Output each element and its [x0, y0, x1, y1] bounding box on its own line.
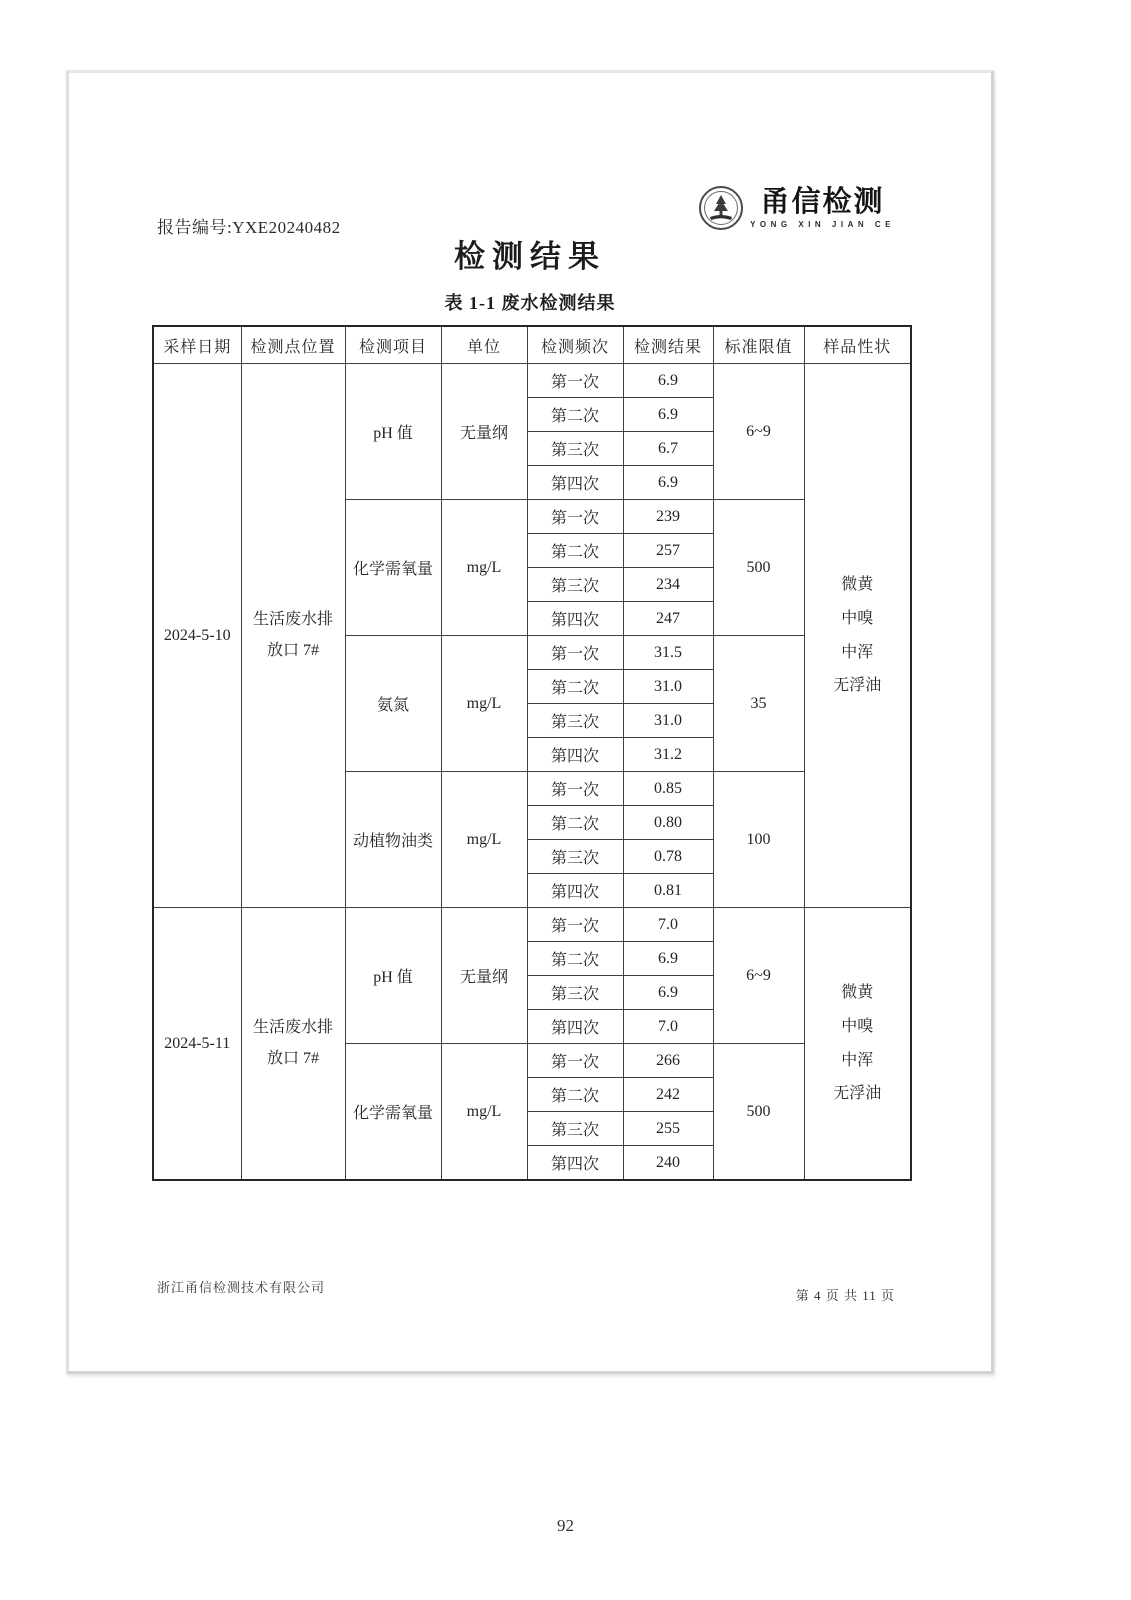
- condition-line: 中浑: [841, 643, 874, 661]
- frequency-cell: 第一次: [527, 772, 623, 806]
- frequency-cell: 第二次: [527, 670, 623, 704]
- result-cell: 31.0: [623, 704, 713, 738]
- condition-line: 无浮油: [833, 1085, 882, 1103]
- report-number: 报告编号:YXE20240482: [157, 218, 341, 237]
- result-cell: 6.9: [623, 976, 713, 1010]
- result-cell: 242: [623, 1078, 713, 1112]
- unit-cell: mg/L: [441, 500, 527, 636]
- frequency-cell: 第二次: [527, 534, 623, 568]
- page-number: 92: [557, 1516, 574, 1535]
- result-cell: 257: [623, 534, 713, 568]
- result-cell: 6.9: [623, 466, 713, 500]
- frequency-cell: 第一次: [527, 364, 623, 398]
- result-cell: 247: [623, 602, 713, 636]
- condition-line: 中嗅: [841, 1017, 874, 1035]
- column-header: 采样日期: [153, 326, 241, 364]
- limit-cell: 35: [713, 636, 804, 772]
- frequency-cell: 第一次: [527, 908, 623, 942]
- column-header: 检测频次: [527, 326, 623, 364]
- frequency-cell: 第一次: [527, 1044, 623, 1078]
- frequency-cell: 第二次: [527, 1078, 623, 1112]
- tree-seal-icon: [698, 185, 744, 231]
- unit-cell: mg/L: [441, 1044, 527, 1181]
- column-header: 标准限值: [713, 326, 804, 364]
- frequency-cell: 第三次: [527, 1112, 623, 1146]
- item-cell: pH 值: [345, 364, 441, 500]
- sample-date-cell: 2024-5-11: [153, 908, 241, 1181]
- frequency-cell: 第二次: [527, 398, 623, 432]
- frequency-cell: 第四次: [527, 1146, 623, 1181]
- result-cell: 0.85: [623, 772, 713, 806]
- unit-cell: mg/L: [441, 636, 527, 772]
- location-cell: 生活废水排放口 7#: [241, 364, 345, 908]
- sample-date-cell: 2024-5-10: [153, 364, 241, 908]
- result-cell: 266: [623, 1044, 713, 1078]
- page-title: 检测结果: [454, 239, 606, 274]
- result-cell: 0.80: [623, 806, 713, 840]
- item-cell: pH 值: [345, 908, 441, 1044]
- limit-cell: 6~9: [713, 364, 804, 500]
- limit-cell: 6~9: [713, 908, 804, 1044]
- frequency-cell: 第四次: [527, 1010, 623, 1044]
- condition-line: 中浑: [841, 1051, 874, 1069]
- limit-cell: 100: [713, 772, 804, 908]
- table-body: [153, 364, 911, 1181]
- frequency-cell: 第一次: [527, 636, 623, 670]
- unit-cell: mg/L: [441, 772, 527, 908]
- wastewater-results-table: [152, 325, 912, 1181]
- condition-line: 微黄: [841, 576, 874, 594]
- result-cell: 234: [623, 568, 713, 602]
- frequency-cell: 第四次: [527, 466, 623, 500]
- condition-line: 无浮油: [833, 677, 882, 695]
- result-cell: 6.9: [623, 942, 713, 976]
- logo-subtext: YONG XIN JIAN CE: [750, 219, 895, 229]
- location-cell: 生活废水排放口 7#: [241, 908, 345, 1181]
- item-cell: 氨氮: [345, 636, 441, 772]
- condition-cell: [804, 908, 911, 1181]
- column-header: 检测结果: [623, 326, 713, 364]
- frequency-cell: 第四次: [527, 602, 623, 636]
- column-header: 单位: [441, 326, 527, 364]
- unit-cell: 无量纲: [441, 908, 527, 1044]
- footer-company-name: 浙江甬信检测技术有限公司: [157, 1280, 326, 1295]
- company-logo: [698, 185, 895, 231]
- result-cell: 31.2: [623, 738, 713, 772]
- column-header: 样品性状: [804, 326, 911, 364]
- column-header: 检测项目: [345, 326, 441, 364]
- item-cell: 化学需氧量: [345, 500, 441, 636]
- result-cell: 31.5: [623, 636, 713, 670]
- frequency-cell: 第三次: [527, 568, 623, 602]
- condition-line: 微黄: [841, 984, 874, 1002]
- result-cell: 0.81: [623, 874, 713, 908]
- frequency-cell: 第三次: [527, 432, 623, 466]
- limit-cell: 500: [713, 1044, 804, 1181]
- result-cell: 255: [623, 1112, 713, 1146]
- scanned-report-sheet: [66, 70, 994, 1374]
- result-cell: 239: [623, 500, 713, 534]
- item-cell: 化学需氧量: [345, 1044, 441, 1181]
- frequency-cell: 第四次: [527, 874, 623, 908]
- frequency-cell: 第一次: [527, 500, 623, 534]
- result-cell: 240: [623, 1146, 713, 1181]
- frequency-cell: 第四次: [527, 738, 623, 772]
- table-header-row: [153, 326, 911, 364]
- unit-cell: 无量纲: [441, 364, 527, 500]
- column-header: 检测点位置: [241, 326, 345, 364]
- frequency-cell: 第二次: [527, 806, 623, 840]
- frequency-cell: 第二次: [527, 942, 623, 976]
- result-cell: 7.0: [623, 1010, 713, 1044]
- table-row: [153, 364, 911, 398]
- condition-line: 中嗅: [841, 609, 874, 627]
- result-cell: 7.0: [623, 908, 713, 942]
- result-cell: 0.78: [623, 840, 713, 874]
- item-cell: 动植物油类: [345, 772, 441, 908]
- table-caption: 表 1-1 废水检测结果: [444, 293, 616, 313]
- footer-page-indicator: 第 4 页 共 11 页: [795, 1288, 895, 1303]
- result-cell: 6.9: [623, 364, 713, 398]
- logo-text: 甬信检测: [760, 185, 885, 218]
- frequency-cell: 第三次: [527, 840, 623, 874]
- condition-cell: [804, 364, 911, 908]
- frequency-cell: 第三次: [527, 976, 623, 1010]
- limit-cell: 500: [713, 500, 804, 636]
- frequency-cell: 第三次: [527, 704, 623, 738]
- table-row: [153, 908, 911, 942]
- result-cell: 6.7: [623, 432, 713, 466]
- result-cell: 31.0: [623, 670, 713, 704]
- result-cell: 6.9: [623, 398, 713, 432]
